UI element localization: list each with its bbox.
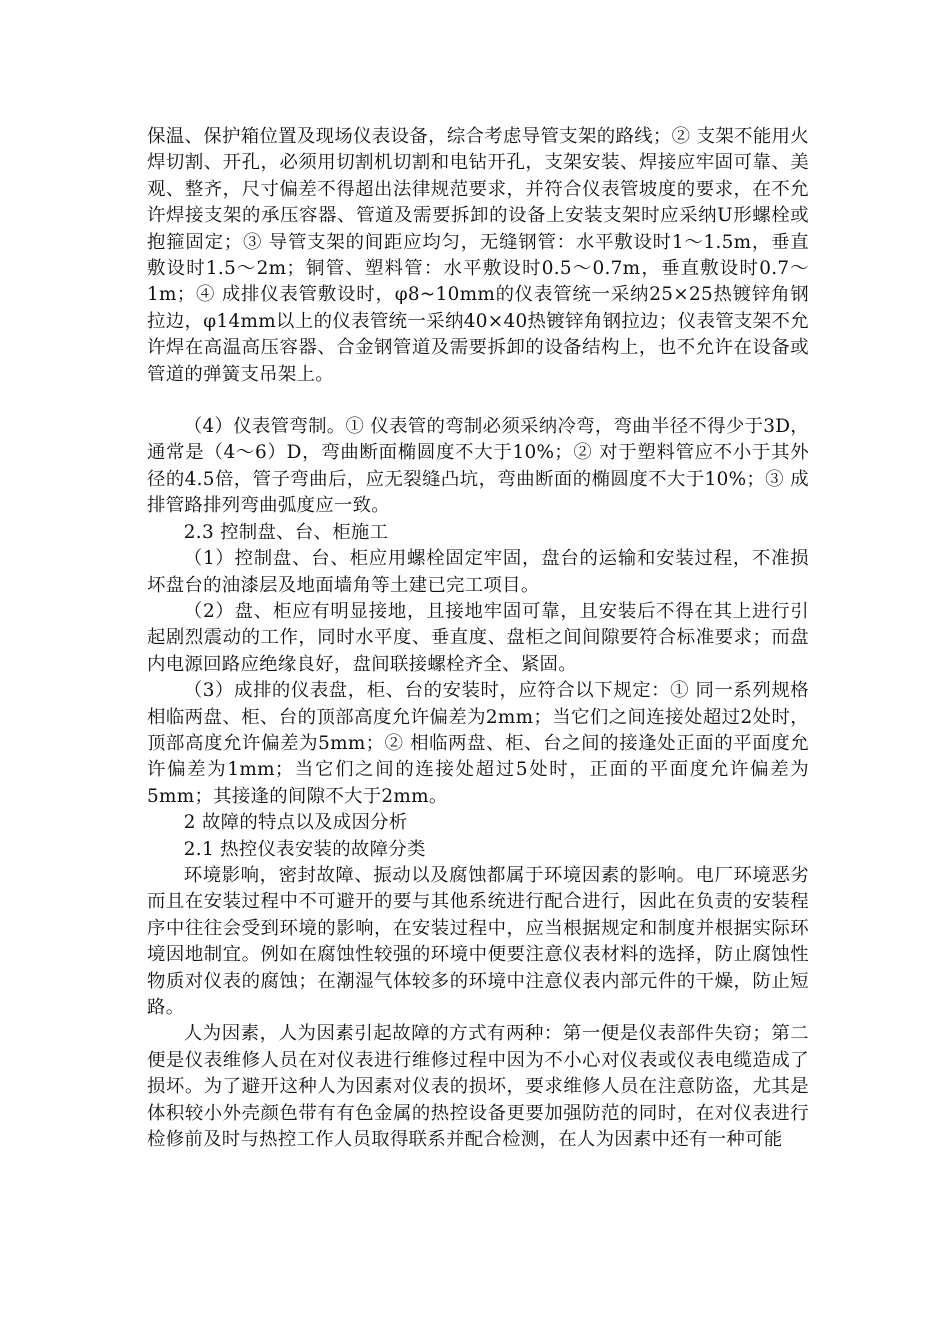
- paragraph-gap: [147, 388, 809, 414]
- document-page: [147, 124, 809, 1153]
- paragraph-control-panel-1: （1）控制盘、台、柜应用螺栓固定牢固，盘台的运输和安装过程，不准损坏盘台的油漆层及地面墙角等土建已完工项目。: [147, 548, 809, 596]
- paragraph-control-panel-3: （3）成排的仪表盘，柜、台的安装时，应符合以下规定：① 同一系列规格相临两盘、柜、台的顶部高度允许偏差为2mm；当它们之间连接处超过2处时，顶部高度允许偏差为5mm；② 相临两盘、柜、台之间的接逢处正面的平面度允许偏差为1mm；当它们之间的连接处超过5处时，正面的平面度允许偏差为5mm；其接逢的间隙不大于2mm。: [147, 680, 809, 807]
- paragraph-environment: 环境影响，密封故障、振动以及腐蚀都属于环境因素的影响。电厂环境恶劣而且在安装过程中不可避开的要与其他系统进行配合进行，因此在负责的安装程序中往往会受到环境的影响，在安装过程中，应当根据规定和制度并根据实际环境因地制宜。例如在腐蚀性较强的环境中便要注意仪表材料的选择，防止腐蚀性物质对仪表的腐蚀；在潮湿气体较多的环境中注意仪表内部元件的干燥，防止短路。: [147, 864, 809, 1018]
- paragraph-control-panel-2: （2）盘、柜应有明显接地，且接地牢固可靠，且安装后不得在其上进行引起剧烈震动的工作，同时水平度、垂直度、盘柜之间间隙要符合标准要求；而盘内电源回路应绝缘良好，盘间联接螺栓齐全、紧固。: [147, 600, 809, 675]
- section-heading-2-3: 2.3 控制盘、台、柜施工: [183, 521, 389, 543]
- section-heading-2: 2 故障的特点以及成因分析: [183, 812, 408, 834]
- paragraph-support-installation: 保温、保护箱位置及现场仪表设备，综合考虑导管支架的路线；② 支架不能用火焊切割、开孔，必须用切割机切割和电钻开孔，支架安装、焊接应牢固可靠、美观、整齐，尺寸偏差不得超出法律规范要求，并符合仪表管坡度的要求，在不允许焊接支架的承压容器、管道及需要拆卸的设备上安装支架时应采纳U形螺栓或抱箍固定；③ 导管支架的间距应均匀，无缝钢管：水平敷设时1～1.5m，垂直敷设时1.5～2m；铜管、塑料管：水平敷设时0.5～0.7m，垂直敷设时0.7～1m；④ 成排仪表管敷设时，φ8~10mm的仪表管统一采纳25×25热镀锌角钢拉边，φ14mm以上的仪表管统一采纳40×40热镀锌角钢拉边；仪表管支架不允许焊在高温高压容器、合金钢管道及需要拆卸的设备结构上，也不允许在设备或管道的弹簧支吊架上。: [147, 126, 809, 385]
- paragraph-pipe-bending: （4）仪表管弯制。① 仪表管的弯制必须采纳冷弯，弯曲半径不得少于3D，通常是（4～6）D，弯曲断面椭圆度不大于10%；② 对于塑料管应不小于其外径的4.5倍，管子弯曲后，应无裂缝凸坑，弯曲断面的椭圆度不大于10%；③ 成排管路排列弯曲弧度应一致。: [147, 416, 809, 517]
- section-heading-2-1: 2.1 热控仪表安装的故障分类: [183, 838, 426, 860]
- paragraph-human-factors: 人为因素，人为因素引起故障的方式有两种：第一便是仪表部件失窃；第二便是仪表维修人员在对仪表进行维修过程中因为不小心对仪表或仪表电缆造成了损坏。为了避开这种人为因素对仪表的损坏，要求维修人员在注意防盗，尤其是体积较小外壳颜色带有有色金属的热控设备更要加强防范的同时，在对仪表进行检修前及时与热控工作人员取得联系并配合检测，在人为因素中还有一种可能: [147, 1023, 809, 1151]
